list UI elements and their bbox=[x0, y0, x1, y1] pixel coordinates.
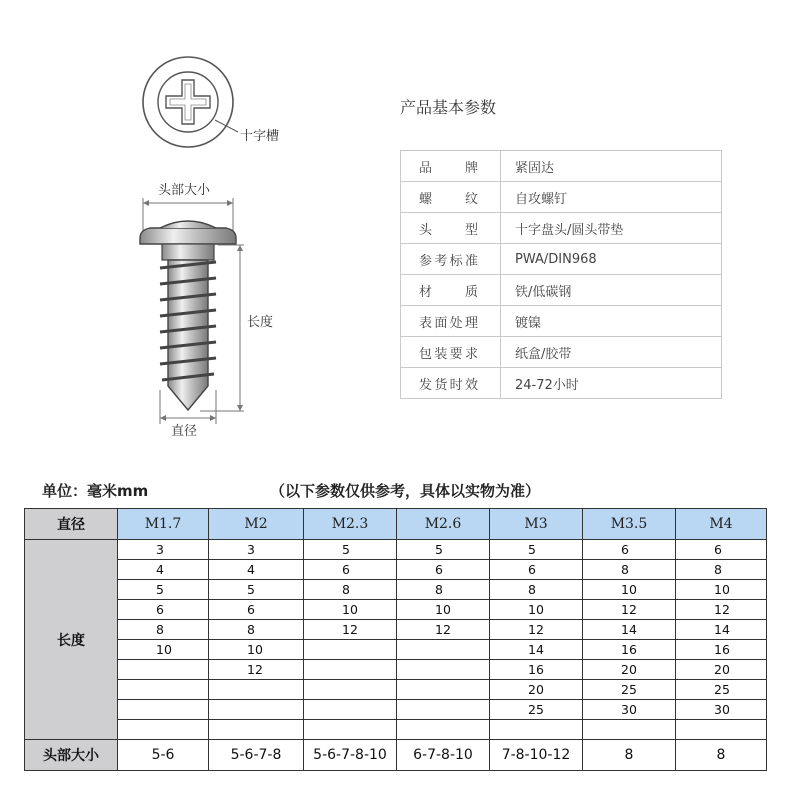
length-row bbox=[25, 640, 767, 660]
length-cell: 10 bbox=[209, 640, 304, 660]
spec-title: 产品基本参数 bbox=[400, 98, 497, 117]
length-cell: 8 bbox=[676, 560, 767, 580]
spec-key: 材质 bbox=[401, 275, 501, 306]
size-header-row bbox=[25, 509, 767, 540]
head-size-cell: 8 bbox=[583, 740, 676, 771]
length-cell: 10 bbox=[304, 600, 397, 620]
length-cell: 6 bbox=[397, 560, 490, 580]
length-cell: 4 bbox=[209, 560, 304, 580]
length-cell bbox=[304, 700, 397, 720]
length-cell: 6 bbox=[304, 560, 397, 580]
head-size-cell: 5-6-7-8 bbox=[209, 740, 304, 771]
length-cell bbox=[583, 720, 676, 740]
length-cell: 14 bbox=[490, 640, 583, 660]
length-cell: 25 bbox=[583, 680, 676, 700]
length-row bbox=[25, 660, 767, 680]
length-cell: 5 bbox=[118, 580, 209, 600]
length-cell: 16 bbox=[583, 640, 676, 660]
length-cell: 8 bbox=[490, 580, 583, 600]
column-header: M2.3 bbox=[304, 509, 397, 540]
length-row bbox=[25, 560, 767, 580]
spec-row bbox=[401, 306, 722, 337]
column-header: M3 bbox=[490, 509, 583, 540]
spec-value: 镀镍 bbox=[501, 306, 722, 337]
head-size-header: 头部大小 bbox=[25, 740, 118, 771]
length-cell bbox=[118, 700, 209, 720]
length-cell: 12 bbox=[304, 620, 397, 640]
length-cell bbox=[397, 680, 490, 700]
head-size-cell: 6-7-8-10 bbox=[397, 740, 490, 771]
spec-key: 品牌 bbox=[401, 151, 501, 182]
length-cell: 6 bbox=[490, 560, 583, 580]
length-cell: 25 bbox=[676, 680, 767, 700]
length-row bbox=[25, 580, 767, 600]
length-cell bbox=[304, 640, 397, 660]
spec-value: 十字盘头/圆头带垫 bbox=[501, 213, 722, 244]
slot-label: 十字槽 bbox=[240, 129, 280, 144]
length-cell: 5 bbox=[490, 540, 583, 560]
spec-value: 紧固达 bbox=[501, 151, 722, 182]
length-cell bbox=[118, 680, 209, 700]
length-cell bbox=[209, 700, 304, 720]
length-cell: 12 bbox=[676, 600, 767, 620]
length-cell: 16 bbox=[676, 640, 767, 660]
reference-note: （以下参数仅供参考，具体以实物为准） bbox=[270, 482, 541, 500]
spec-row bbox=[401, 368, 722, 399]
length-row bbox=[25, 700, 767, 720]
length-cell: 5 bbox=[304, 540, 397, 560]
length-cell: 16 bbox=[490, 660, 583, 680]
spec-value: 纸盒/胶带 bbox=[501, 337, 722, 368]
spec-key: 头型 bbox=[401, 213, 501, 244]
length-row bbox=[25, 620, 767, 640]
spec-key: 发货时效 bbox=[401, 368, 501, 399]
length-cell bbox=[209, 720, 304, 740]
length-cell: 30 bbox=[676, 700, 767, 720]
unit-label: 单位：毫米mm bbox=[42, 482, 149, 500]
length-cell: 5 bbox=[209, 580, 304, 600]
length-cell bbox=[397, 720, 490, 740]
length-cell bbox=[118, 720, 209, 740]
length-cell: 12 bbox=[397, 620, 490, 640]
spec-value: PWA/DIN968 bbox=[501, 244, 722, 275]
screw-side-view bbox=[140, 221, 236, 410]
head-size-label: 头部大小 bbox=[158, 183, 211, 198]
head-size-cell: 5-6-7-8-10 bbox=[304, 740, 397, 771]
length-cell: 4 bbox=[118, 560, 209, 580]
head-size-cell: 7-8-10-12 bbox=[490, 740, 583, 771]
column-header: M3.5 bbox=[583, 509, 676, 540]
length-cell: 12 bbox=[490, 620, 583, 640]
spec-row bbox=[401, 244, 722, 275]
length-cell: 8 bbox=[118, 620, 209, 640]
length-cell bbox=[397, 660, 490, 680]
column-header: M2.6 bbox=[397, 509, 490, 540]
length-cell: 30 bbox=[583, 700, 676, 720]
length-label: 长度 bbox=[247, 315, 274, 330]
column-header: M1.7 bbox=[118, 509, 209, 540]
length-cell: 8 bbox=[304, 580, 397, 600]
length-cell: 12 bbox=[209, 660, 304, 680]
length-header: 长度 bbox=[25, 540, 118, 740]
length-cell: 25 bbox=[490, 700, 583, 720]
length-cell: 6 bbox=[583, 540, 676, 560]
spec-value: 铁/低碳钢 bbox=[501, 275, 722, 306]
length-cell: 10 bbox=[583, 580, 676, 600]
length-cell: 10 bbox=[397, 600, 490, 620]
length-cell bbox=[304, 680, 397, 700]
length-cell bbox=[304, 720, 397, 740]
length-cell: 20 bbox=[676, 660, 767, 680]
spec-row bbox=[401, 275, 722, 306]
length-cell bbox=[490, 720, 583, 740]
length-cell bbox=[397, 700, 490, 720]
length-cell: 14 bbox=[583, 620, 676, 640]
length-cell: 3 bbox=[118, 540, 209, 560]
length-cell: 5 bbox=[397, 540, 490, 560]
length-row bbox=[25, 540, 767, 560]
length-cell: 6 bbox=[118, 600, 209, 620]
length-cell: 12 bbox=[583, 600, 676, 620]
length-cell: 20 bbox=[490, 680, 583, 700]
length-cell: 6 bbox=[676, 540, 767, 560]
length-cell: 8 bbox=[397, 580, 490, 600]
spec-row bbox=[401, 337, 722, 368]
length-cell: 8 bbox=[209, 620, 304, 640]
length-cell bbox=[304, 660, 397, 680]
spec-key: 螺纹 bbox=[401, 182, 501, 213]
spec-key: 参考标准 bbox=[401, 244, 501, 275]
head-size-cell: 8 bbox=[676, 740, 767, 771]
spec-table bbox=[400, 150, 722, 399]
column-header: M4 bbox=[676, 509, 767, 540]
spec-value: 自攻螺钉 bbox=[501, 182, 722, 213]
length-cell: 3 bbox=[209, 540, 304, 560]
spec-row bbox=[401, 182, 722, 213]
head-size-cell: 5-6 bbox=[118, 740, 209, 771]
length-row bbox=[25, 600, 767, 620]
length-cell: 14 bbox=[676, 620, 767, 640]
screw-illustration bbox=[0, 0, 380, 460]
size-table bbox=[24, 508, 767, 771]
length-cell: 6 bbox=[209, 600, 304, 620]
spec-key: 包装要求 bbox=[401, 337, 501, 368]
length-cell bbox=[676, 720, 767, 740]
length-cell: 10 bbox=[490, 600, 583, 620]
length-cell bbox=[397, 640, 490, 660]
top-view-head bbox=[143, 57, 238, 147]
spec-row bbox=[401, 151, 722, 182]
column-header: M2 bbox=[209, 509, 304, 540]
length-cell: 10 bbox=[676, 580, 767, 600]
length-row bbox=[25, 720, 767, 740]
diameter-label: 直径 bbox=[171, 424, 198, 439]
spec-row bbox=[401, 213, 722, 244]
diameter-header: 直径 bbox=[25, 509, 118, 540]
length-cell: 20 bbox=[583, 660, 676, 680]
length-cell bbox=[209, 680, 304, 700]
length-row bbox=[25, 680, 767, 700]
screw-drawing bbox=[0, 0, 380, 460]
spec-value: 24-72小时 bbox=[501, 368, 722, 399]
length-cell: 10 bbox=[118, 640, 209, 660]
length-cell bbox=[118, 660, 209, 680]
length-cell: 8 bbox=[583, 560, 676, 580]
spec-key: 表面处理 bbox=[401, 306, 501, 337]
head-size-row bbox=[25, 740, 767, 771]
